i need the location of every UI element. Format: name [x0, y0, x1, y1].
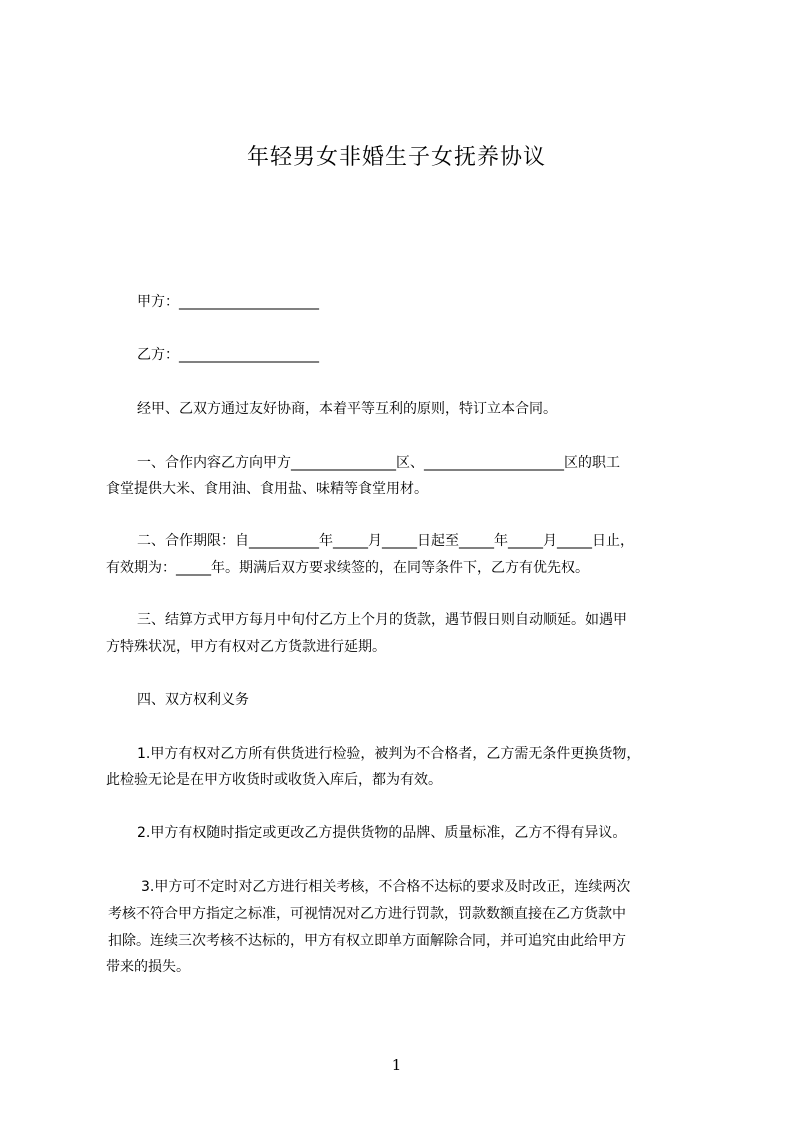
clause3-line2: 方特殊状况，甲方有权对乙方货款进行延期。: [106, 639, 386, 655]
page-title: 年轻男女非婚生子女抚养协议: [246, 145, 546, 170]
party-b-line: 乙方：____________________: [137, 347, 319, 363]
item1-line1: 1.甲方有权对乙方所有供货进行检验，被判为不合格者，乙方需无条件更换货物，: [137, 746, 641, 762]
page-number: 1: [391, 1056, 402, 1074]
item2-line1: 2.甲方有权随时指定或更改乙方提供货物的品牌、质量标准，乙方不得有异议。: [137, 825, 627, 841]
clause1-line2: 食堂提供大米、食用油、食用盐、味精等食堂用材。: [106, 481, 428, 497]
item3-line2: 考核不符合甲方指定之标准，可视情况对乙方进行罚款，罚款数额直接在乙方货款中: [108, 906, 626, 922]
clause2-line1: 二、合作期限：自__________年_____月_____日起至_____年_____月_____日止，: [137, 533, 634, 549]
item3-line4: 带来的损失。: [106, 959, 190, 975]
clause2-line2: 有效期为：_____年。期满后双方要求续签的，在同等条件下，乙方有优先权。: [106, 560, 589, 576]
clause1-line1: 一、合作内容乙方向甲方_______________区、____________________区的职工: [137, 455, 620, 471]
item1-line2: 此检验无论是在甲方收货时或收货入库后，都为有效。: [106, 772, 442, 788]
item3-line1: 3.甲方可不定时对乙方进行相关考核，不合格不达标的要求及时改正，连续两次: [141, 879, 631, 895]
clause4-heading: 四、双方权利义务: [137, 692, 249, 708]
item3-line3: 扣除。连续三次考核不达标的，甲方有权立即单方面解除合同，并可追究由此给甲方: [108, 933, 626, 949]
clause3-line1: 三、结算方式甲方每月中旬付乙方上个月的货款，遇节假日则自动顺延。如遇甲: [137, 612, 627, 628]
intro-paragraph: 经甲、乙双方通过友好协商，本着平等互利的原则，特订立本合同。: [137, 401, 557, 417]
party-a-line: 甲方：____________________: [137, 294, 319, 310]
